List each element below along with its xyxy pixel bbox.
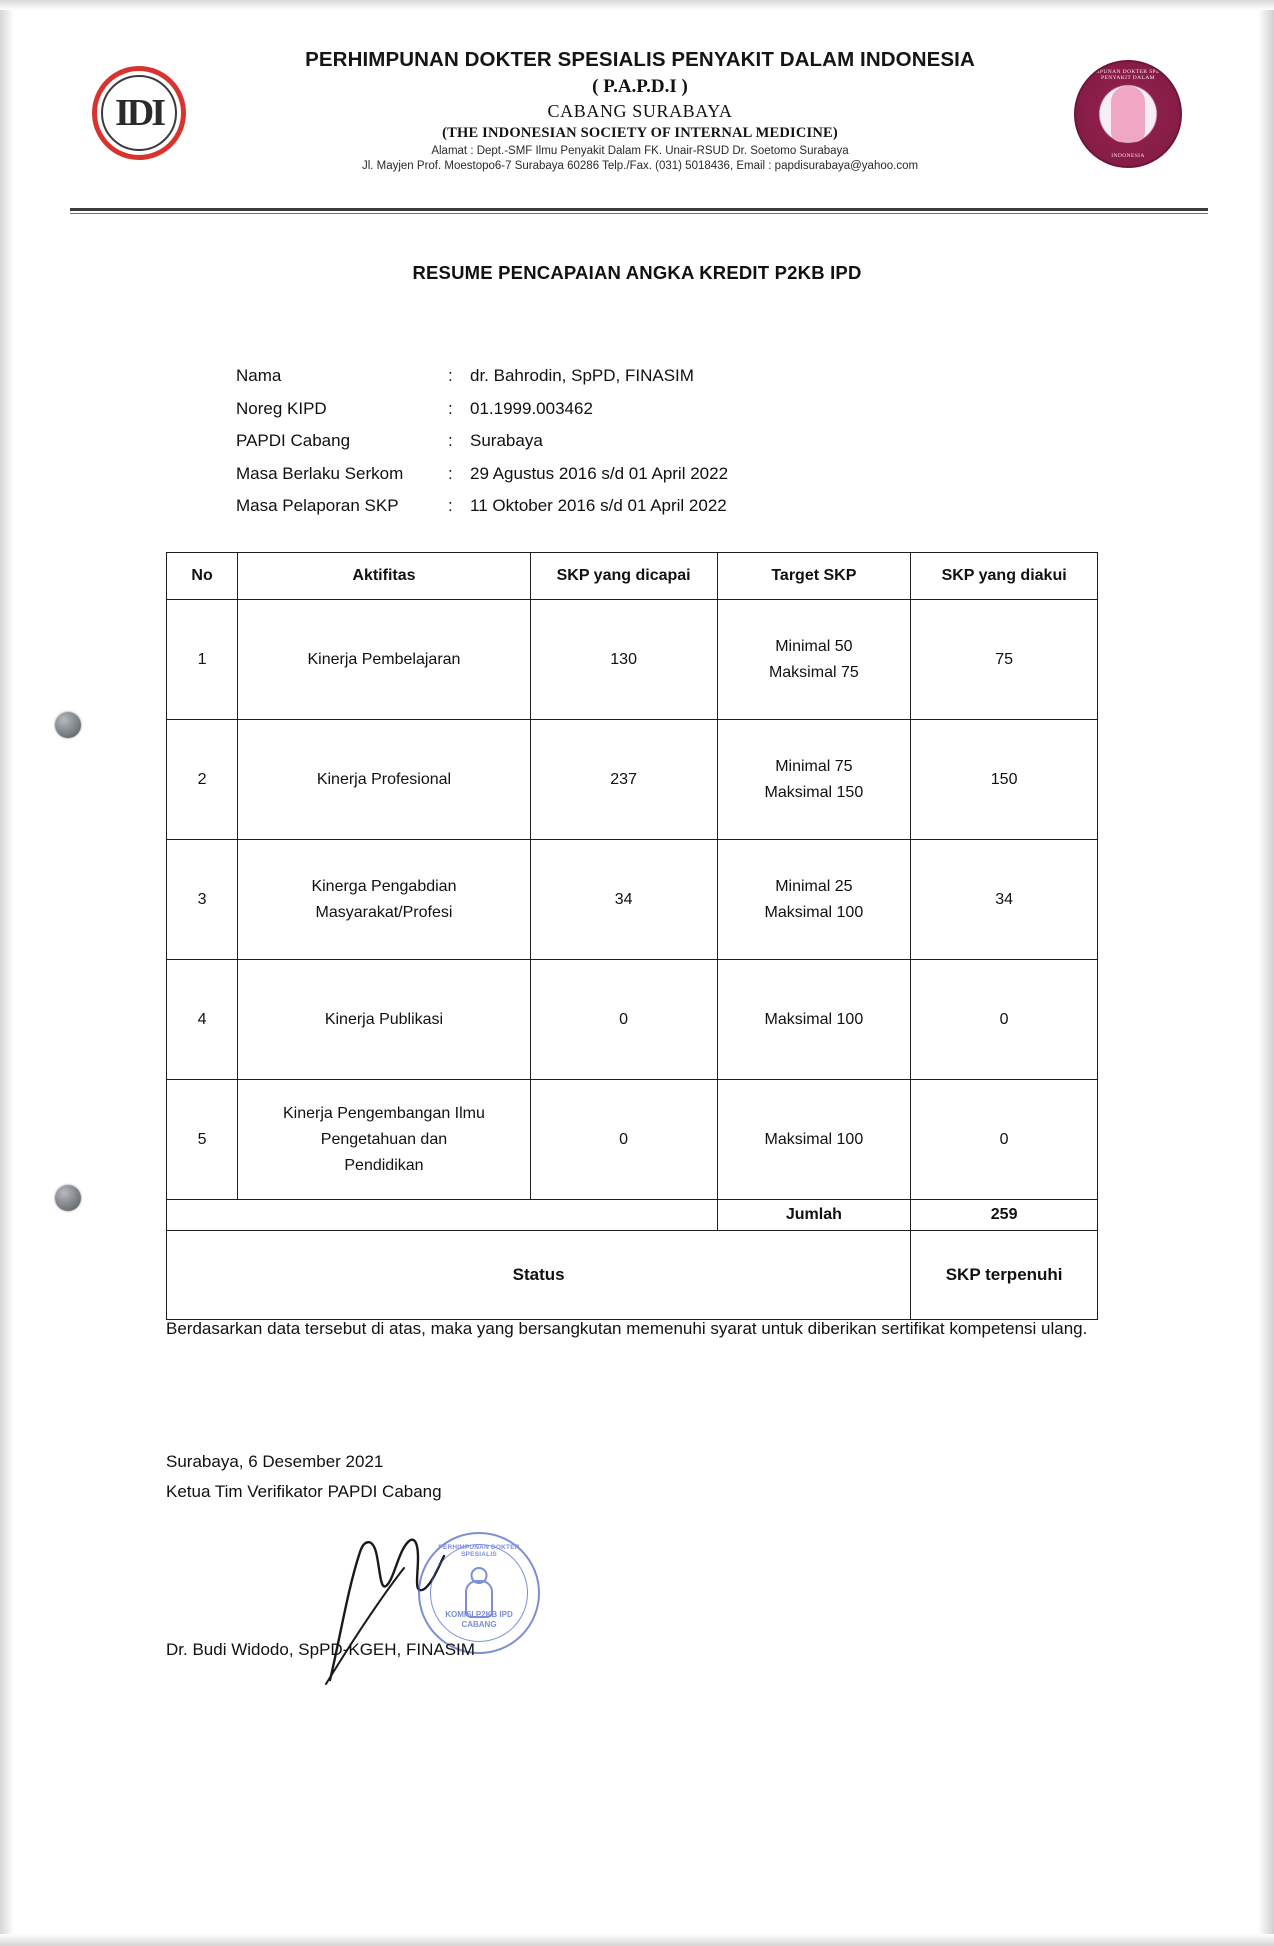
closing-paragraph: Berdasarkan data tersebut di atas, maka yang bersangkutan memenuhi syarat untuk diberikan sertifikat kompetensi ulang. bbox=[166, 1319, 1088, 1338]
cell-target-max: Maksimal 100 bbox=[764, 903, 864, 921]
cell-dicapai: 0 bbox=[530, 960, 717, 1080]
cell-no: 3 bbox=[167, 840, 238, 960]
org-abbrev-line: ( P.A.P.D.I ) bbox=[592, 76, 688, 97]
identity-value-nama: dr. Bahrodin, SpPD, FINASIM bbox=[470, 366, 694, 385]
cell-target-min: Minimal 25 bbox=[775, 877, 853, 895]
column-header-aktifitas: Aktifitas bbox=[238, 553, 531, 600]
cell-diakui: 0 bbox=[911, 960, 1098, 1080]
table-total-row bbox=[167, 1200, 1098, 1231]
credit-summary-table bbox=[166, 552, 1098, 1320]
identity-colon: : bbox=[448, 398, 453, 418]
letterhead-text bbox=[200, 48, 1080, 172]
identity-colon: : bbox=[448, 463, 453, 483]
signature-place-date: Surabaya, 6 Desember 2021 bbox=[166, 1452, 384, 1471]
cell-no: 1 bbox=[167, 600, 238, 720]
punch-hole-icon bbox=[55, 712, 81, 738]
letterhead bbox=[70, 38, 1210, 178]
header-divider-thin bbox=[70, 213, 1208, 214]
identity-row bbox=[236, 490, 728, 523]
stamp-bottom-text bbox=[420, 1610, 538, 1630]
identity-value-masa-pelaporan-skp: 11 Oktober 2016 s/d 01 April 2022 bbox=[470, 496, 727, 515]
cell-dicapai: 34 bbox=[530, 840, 717, 960]
cell-target bbox=[717, 840, 911, 960]
identity-label: Masa Pelaporan SKP bbox=[236, 496, 399, 515]
column-header-skp-dicapai: SKP yang dicapai bbox=[530, 553, 717, 600]
identity-row bbox=[236, 393, 728, 426]
cell-aktifitas-line-1: Kinerja Pengembangan Ilmu bbox=[283, 1104, 485, 1122]
org-name-line: PERHIMPUNAN DOKTER SPESIALIS PENYAKIT DALAM INDONESIA bbox=[305, 48, 975, 71]
cell-aktifitas bbox=[238, 1080, 531, 1200]
identity-row bbox=[236, 458, 728, 491]
cell-target-min: Minimal 50 bbox=[775, 637, 853, 655]
cell-aktifitas-line-2: Masyarakat/Profesi bbox=[315, 903, 453, 921]
cell-aktifitas: Kinerja Pembelajaran bbox=[238, 600, 531, 720]
cell-aktifitas bbox=[238, 840, 531, 960]
table-row bbox=[167, 960, 1098, 1080]
cell-diakui: 34 bbox=[911, 840, 1098, 960]
signature-block bbox=[166, 1447, 442, 1507]
cell-no: 2 bbox=[167, 720, 238, 840]
identity-label: PAPDI Cabang bbox=[236, 431, 351, 450]
column-header-target-skp: Target SKP bbox=[717, 553, 911, 600]
branch-line: CABANG SURABAYA bbox=[547, 101, 733, 121]
total-value: 259 bbox=[911, 1200, 1098, 1231]
identity-colon: : bbox=[448, 366, 453, 385]
cell-aktifitas-line-2: Pengetahuan dan bbox=[320, 1130, 448, 1148]
official-stamp-icon bbox=[418, 1532, 540, 1654]
papdi-logo-bottom-text: INDONESIA bbox=[1111, 153, 1145, 159]
stamp-top-text: PERHIMPUNAN DOKTER SPESIALIS bbox=[438, 1544, 520, 1558]
cell-diakui: 150 bbox=[911, 720, 1098, 840]
cell-dicapai: 130 bbox=[530, 600, 717, 720]
page-title: RESUME PENCAPAIAN ANGKA KREDIT P2KB IPD bbox=[412, 262, 862, 283]
identity-label: Masa Berlaku Serkom bbox=[236, 463, 404, 483]
cell-dicapai: 237 bbox=[530, 720, 717, 840]
column-header-skp-diakui: SKP yang diakui bbox=[911, 553, 1098, 600]
status-label: Status bbox=[167, 1231, 911, 1320]
address-line-2: Jl. Mayjen Prof. Moestopo6-7 Surabaya 60286 Telp./Fax. (031) 5018436, Email : papdisurabaya@yahoo.com bbox=[361, 160, 919, 172]
cell-target: Maksimal 100 bbox=[717, 1080, 911, 1200]
identity-value-noreg-kipd: 01.1999.003462 bbox=[470, 398, 593, 418]
status-badge: SKP terpenuhi bbox=[911, 1231, 1098, 1320]
cell-no: 5 bbox=[167, 1080, 238, 1200]
cell-aktifitas-line-1: Kinerga Pengabdian bbox=[311, 877, 457, 895]
identity-block bbox=[236, 360, 728, 523]
scan-edge-left bbox=[0, 0, 14, 1946]
papdi-logo-icon bbox=[1074, 60, 1182, 168]
table-row bbox=[167, 600, 1098, 720]
idi-logo-icon bbox=[92, 66, 186, 160]
cell-no: 4 bbox=[167, 960, 238, 1080]
scan-edge-right bbox=[1258, 0, 1274, 1946]
table-row bbox=[167, 720, 1098, 840]
cell-target-max: Maksimal 150 bbox=[764, 783, 864, 801]
header-divider bbox=[70, 208, 1208, 211]
table-status-row bbox=[167, 1231, 1098, 1320]
cell-diakui: 0 bbox=[911, 1080, 1098, 1200]
identity-value-papdi-cabang: Surabaya bbox=[470, 431, 543, 450]
identity-colon: : bbox=[448, 496, 453, 515]
total-spacer-cell bbox=[167, 1200, 718, 1231]
cell-aktifitas: Kinerja Profesional bbox=[238, 720, 531, 840]
cell-aktifitas-line-3: Pendidikan bbox=[344, 1156, 424, 1174]
cell-dicapai: 0 bbox=[530, 1080, 717, 1200]
punch-hole-icon bbox=[55, 1185, 81, 1211]
idi-logo-text: IDI bbox=[114, 92, 164, 134]
identity-row bbox=[236, 425, 728, 458]
column-header-no: No bbox=[167, 553, 238, 600]
cell-aktifitas: Kinerja Publikasi bbox=[238, 960, 531, 1080]
org-english-line: (THE INDONESIAN SOCIETY OF INTERNAL MEDICINE) bbox=[442, 125, 838, 141]
identity-label: Noreg KIPD bbox=[236, 398, 327, 418]
cell-diakui: 75 bbox=[911, 600, 1098, 720]
cell-target bbox=[717, 600, 911, 720]
stamp-bottom-line-2: CABANG bbox=[461, 1620, 497, 1629]
identity-row bbox=[236, 360, 728, 393]
scan-edge-bottom bbox=[0, 1934, 1274, 1946]
identity-value-masa-berlaku-serkom: 29 Agustus 2016 s/d 01 April 2022 bbox=[470, 463, 729, 483]
cell-target-max: Maksimal 75 bbox=[768, 663, 859, 681]
cell-target: Maksimal 100 bbox=[717, 960, 911, 1080]
cell-target-min: Minimal 75 bbox=[775, 757, 853, 775]
signatory-name: Dr. Budi Widodo, SpPD-KGEH, FINASIM bbox=[166, 1640, 475, 1659]
table-header-row bbox=[167, 553, 1098, 600]
table-row bbox=[167, 1080, 1098, 1200]
cell-target bbox=[717, 720, 911, 840]
identity-colon: : bbox=[448, 431, 453, 450]
papdi-logo-top-text: PERHIMPUNAN DOKTER SPESIALIS PENYAKIT DALAM bbox=[1076, 69, 1180, 81]
identity-label: Nama bbox=[236, 366, 282, 385]
stamp-bottom-line-1: KOMISI P2KB IPD bbox=[445, 1610, 513, 1619]
total-label: Jumlah bbox=[717, 1200, 911, 1231]
scan-edge-top bbox=[0, 0, 1274, 10]
table-row bbox=[167, 840, 1098, 960]
address-line-1: Alamat : Dept.-SMF Ilmu Penyakit Dalam FK. Unair-RSUD Dr. Soetomo Surabaya bbox=[431, 145, 849, 157]
signature-role: Ketua Tim Verifikator PAPDI Cabang bbox=[166, 1482, 442, 1501]
